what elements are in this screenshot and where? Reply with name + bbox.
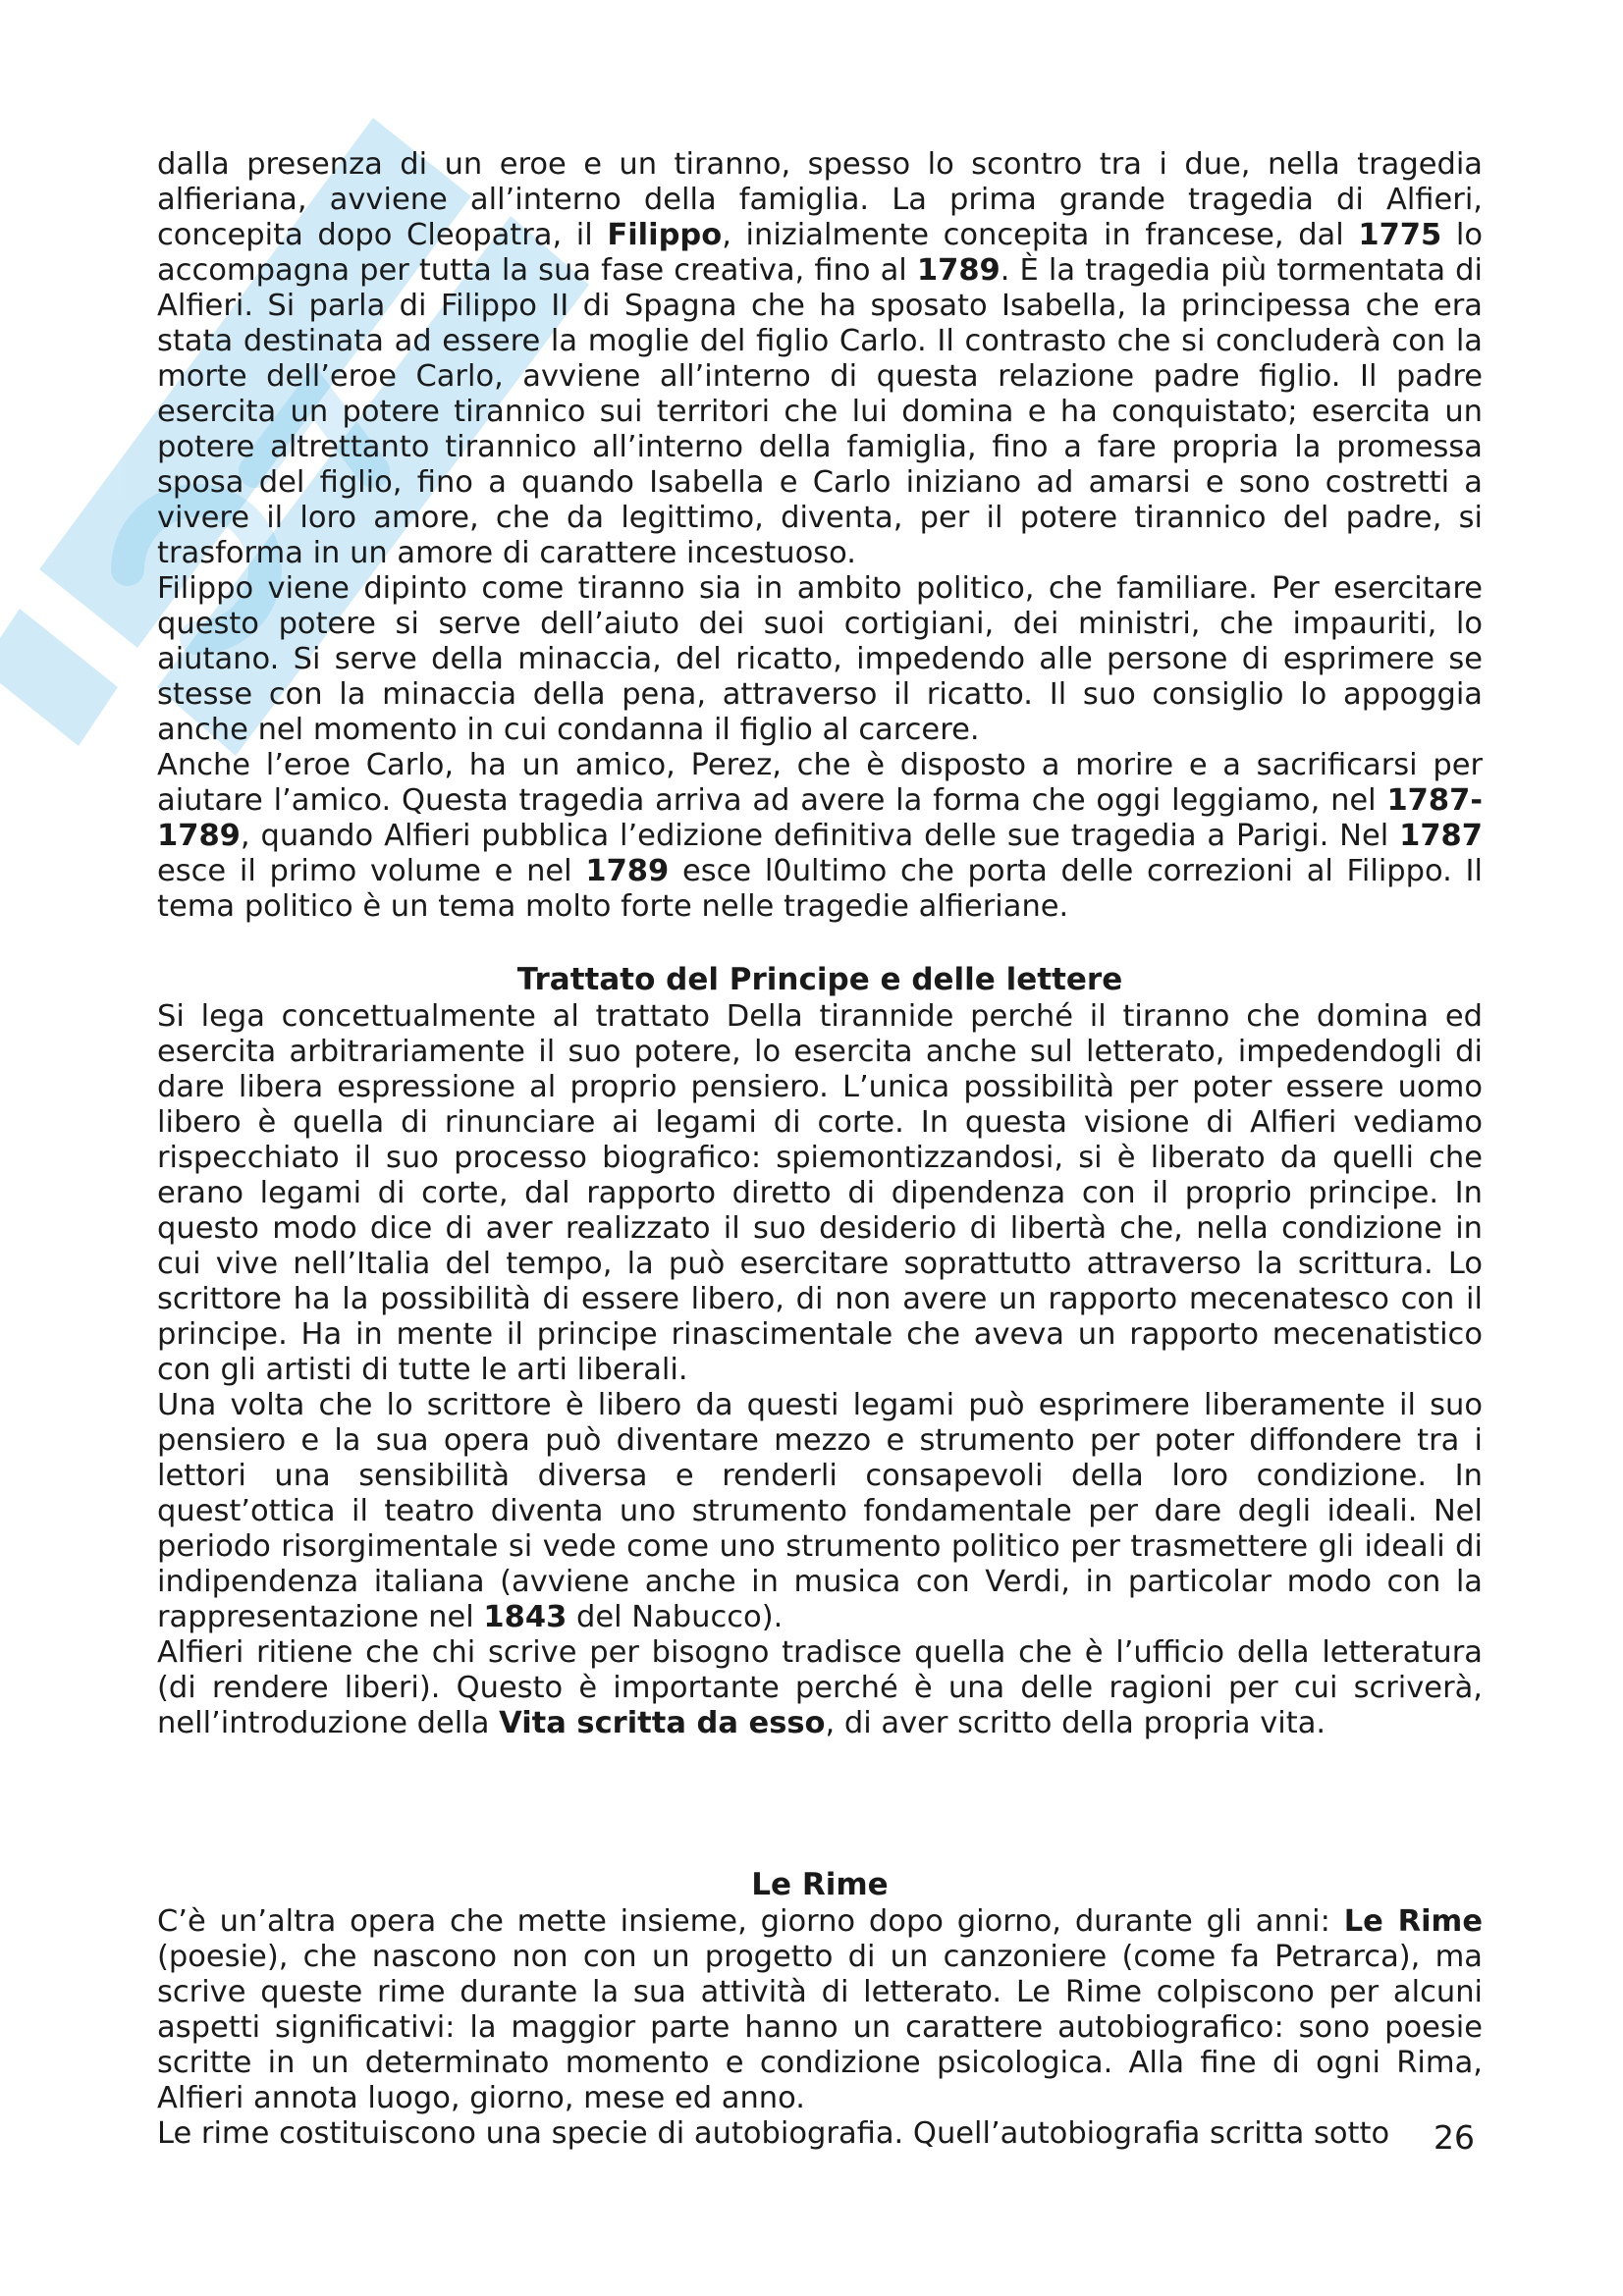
bold-term: 1789 xyxy=(585,854,670,888)
paragraph xyxy=(157,748,1483,925)
text-run: , di aver scritto della propria vita. xyxy=(825,1706,1326,1740)
bold-term: 1775 xyxy=(1358,218,1442,252)
bold-term: Le Rime xyxy=(1343,1904,1484,1939)
bold-term: 1789 xyxy=(916,253,1001,288)
paragraph xyxy=(157,571,1483,748)
text-run: , inizialmente concepita in francese, dal xyxy=(722,218,1359,252)
section-title: Trattato del Principe e delle lettere xyxy=(516,962,1123,997)
text-run: Una volta che lo scrittore è libero da questi legami può esprimere liberamente il suo pensiero e la sua opera può diventare mezzo e strumento per poter diffondere tra i lettori una sensibilità diversa e renderli consapevoli della loro condizione. In quest’ottica il teatro diventa uno strumento fondamentale per dare degli ideali. Nel periodo risorgimentale si vede come uno strumento politico per trasmettere gli ideali di indipendenza italiana (avviene anche in musica con Verdi, in particolar modo con la rappresentazione nel xyxy=(157,1388,1483,1634)
text-run: dalla presenza di un eroe e un tiranno, spesso lo scontro tra i due, nella tragedia alfieriana, avviene all’interno della famiglia. La prima grande tragedia di Alfieri, concepita dopo Cleopatra, il xyxy=(157,147,1483,252)
text-run: , quando Alfieri pubblica l’edizione definitiva delle sue tragedia a Parigi. Nel xyxy=(240,819,1400,853)
text-run: lo accompagna per tutta la sua fase creativa, fino al xyxy=(157,218,1483,288)
paragraph xyxy=(157,999,1483,1388)
bold-term: 1787-1789 xyxy=(157,783,1483,853)
text-run: esce il primo volume e nel xyxy=(157,854,586,888)
document-page xyxy=(157,147,1483,2152)
watermark-shape-left xyxy=(0,609,118,746)
text-run: Le rime costituiscono una specie di autobiografia. Quell’autobiografia scritta sotto xyxy=(157,2116,1390,2151)
bold-term: Filippo xyxy=(607,218,723,252)
text-run: Anche l’eroe Carlo, ha un amico, Perez, che è disposto a morire e a sacrificarsi per aiutare l’amico. Questa tragedia arriva ad avere la forma che oggi leggiamo, nel xyxy=(157,748,1483,818)
text-run: Alfieri ritiene che chi scrive per bisogno tradisce quella che è l’ufficio della letteratura (di rendere liberi). Questo è importante perché è una delle ragioni per cui scriverà, nell’introduzione della xyxy=(157,1635,1483,1740)
text-run: Filippo viene dipinto come tiranno sia in ambito politico, che familiare. Per esercitare questo potere si serve dell’aiuto dei suoi cortigiani, dei ministri, che impauriti, lo aiutano. Si serve della minaccia, del ricatto, impedendo alle persone di esprimere se stesse con la minaccia della pena, attraverso il ricatto. Il suo consiglio lo appoggia anche nel momento in cui condanna il figlio al carcere. xyxy=(157,571,1483,747)
text-run: (poesie), che nascono non con un progetto di un canzoniere (come fa Petrarca), ma scrive queste rime durante la sua attività di letterato. Le Rime colpiscono per alcuni aspetti significativi: la maggior parte hanno un carattere autobiografico: sono poesie scritte in un determinato momento e condizione psicologica. Alla fine di ogni Rima, Alfieri annota luogo, giorno, mese ed anno. xyxy=(157,1940,1483,2115)
section-title: Le Rime xyxy=(751,1867,889,1902)
paragraph xyxy=(157,1635,1483,1741)
bold-term: Vita scritta da esso xyxy=(499,1706,826,1740)
bold-term: 1787 xyxy=(1399,819,1483,853)
text-run: del Nabucco). xyxy=(567,1600,784,1634)
text-run: C’è un’altra opera che mette insieme, giorno dopo giorno, durante gli anni: xyxy=(157,1904,1344,1939)
paragraph xyxy=(157,1904,1483,2116)
text-run: Si lega concettualmente al trattato Della tirannide perché il tiranno che domina ed esercita arbitrariamente il suo potere, lo esercita anche sul letterato, impedendogli di dare libera espressione al proprio pensiero. L’unica possibilità per poter essere uomo libero è quella di rinunciare ai legami di corte. In questa visione di Alfieri vediamo rispecchiato il suo processo biografico: spiemontizzandosi, si è liberato da quelli che erano legami di corte, dal rapporto diretto di dipendenza con il proprio principe. In questo modo dice di aver realizzato il suo desiderio di libertà che, nella condizione in cui vive nell’Italia del tempo, la può esercitare soprattutto attraverso la scrittura. Lo scrittore ha la possibilità di essere libero, di non avere un rapporto mecenatesco con il principe. Ha in mente il principe rinascimentale che aveva un rapporto mecenatistico con gli artisti di tutte le arti liberali. xyxy=(157,999,1483,1387)
text-run: . È la tragedia più tormentata di Alfieri. Si parla di Filippo II di Spagna che ha sposato Isabella, la principessa che era stata destinata ad essere la moglie del figlio Carlo. Il contrasto che si concluderà con la morte dell’eroe Carlo, avviene all’interno di questa relazione padre figlio. Il padre esercita un potere tirannico sui territori che lui domina e ha conquistato; esercita un potere altrettanto tirannico all’interno della famiglia, fino a fare propria la promessa sposa del figlio, fino a quando Isabella e Carlo iniziano ad amarsi e sono costretti a vivere il loro amore, che da legittimo, diventa, per il potere tirannico del padre, si trasforma in un amore di carattere incestuoso. xyxy=(157,253,1483,570)
bold-term: 1843 xyxy=(483,1600,568,1634)
page-number: 26 xyxy=(1434,2118,1475,2157)
paragraph xyxy=(157,147,1483,571)
paragraph xyxy=(157,2116,1483,2152)
text-run: esce l0ultimo che porta delle correzioni al Filippo. Il tema politico è un tema molto forte nelle tragedie alfieriane. xyxy=(157,854,1483,924)
paragraph xyxy=(157,1388,1483,1635)
